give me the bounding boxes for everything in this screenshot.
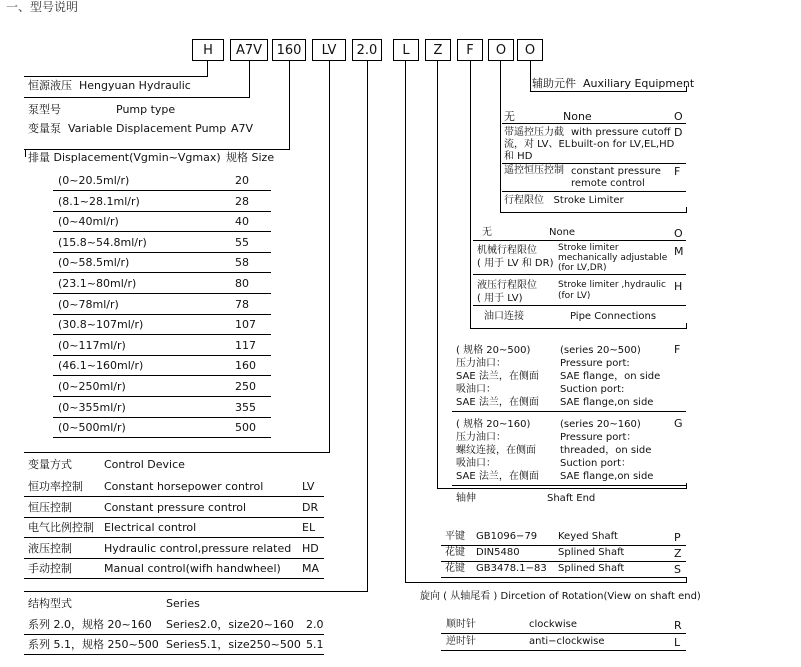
row-divider — [24, 496, 324, 497]
control-code: EL — [302, 521, 316, 534]
displacement-range: (23.1~80ml/r) — [58, 277, 137, 290]
brand-label: 恒源液压 Hengyuan Hydraulic — [28, 79, 191, 92]
displacement-size: 40 — [235, 215, 249, 229]
displacement-size: 355 — [235, 400, 256, 414]
aux-none-en: None — [563, 110, 592, 123]
aux-cutoff-en: with pressure cutoff built-on for LV,EL,HD — [571, 127, 675, 150]
rotation-cn: 逆时针 — [446, 636, 476, 647]
row-divider — [441, 650, 686, 651]
code-box-shaft: Z — [425, 39, 451, 61]
row-divider — [24, 634, 324, 635]
stroke-mech-code: M — [674, 245, 684, 258]
row-divider — [53, 396, 271, 397]
aux-remote-cn: 遥控恒压控制 — [504, 165, 564, 176]
control-cn: 液压控制 — [28, 541, 72, 555]
pipe-label-en: Pipe Connections — [570, 311, 657, 322]
control-cn: 手动控制 — [28, 562, 72, 575]
stroke-none-en: None — [549, 227, 576, 238]
control-en: Manual control(wifh handwheel) — [104, 562, 281, 575]
displacement-header: 排量 Displacement(Vgmin~Vgmax) — [28, 151, 221, 164]
displacement-range: (0~78ml/r) — [58, 297, 119, 311]
series-cn: 系列 2.0，规格 20~160 — [28, 618, 152, 631]
shaft-en: Splined Shaft — [558, 563, 625, 574]
displacement-size: 28 — [235, 194, 249, 208]
row-divider — [441, 561, 686, 562]
row-divider — [24, 517, 324, 518]
row-divider — [53, 190, 271, 191]
row-divider — [53, 437, 271, 438]
row-divider — [53, 375, 271, 376]
shaft-cn: 花键 — [445, 547, 465, 558]
control-cn: 恒压控制 — [28, 500, 72, 514]
control-en: Electrical control — [104, 521, 197, 534]
row-divider — [53, 211, 271, 212]
displacement-size: 117 — [235, 338, 256, 352]
displacement-range: (0~117ml/r) — [58, 338, 126, 352]
row-divider — [53, 272, 271, 273]
row-divider — [24, 558, 324, 559]
displacement-range: (0~500ml/r) — [58, 421, 126, 435]
control-cn: 电气比例控制 — [28, 521, 94, 534]
code-box-control: LV — [312, 39, 346, 61]
shaft-en: Splined Shaft — [558, 547, 625, 558]
variable-pump-label: 变量泵 Variable Displacement Pump — [28, 122, 227, 135]
rotation-label: 旋向 ( 从轴尾看 ) Dircetion of Rotation(View on shaft end) — [420, 591, 701, 602]
control-header-en: Control Device — [104, 458, 185, 471]
displacement-range: (0~355ml/r) — [58, 400, 126, 414]
row-divider — [441, 545, 686, 546]
rotation-code: R — [674, 619, 682, 632]
rotation-code: L — [674, 636, 681, 649]
pipe-f-code: F — [674, 343, 681, 356]
pipe-f-cn: ( 规格 20~500) 压力油口： SAE 法兰，在侧面 吸油口： SAE 法兰，在侧面 — [456, 345, 539, 408]
shaft-label-cn: 轴伸 — [456, 493, 476, 504]
aux-none-code: O — [674, 110, 683, 123]
control-cn: 恒功率控制 — [28, 480, 83, 493]
displacement-size: 160 — [235, 359, 256, 373]
code-box-h: H — [192, 39, 224, 61]
row-divider — [24, 578, 324, 579]
stroke-mech-cn: 机械行程限位 ( 用于 LV 和 DR) — [477, 245, 554, 269]
shaft-std: GB3478.1−83 — [476, 563, 547, 574]
row-divider — [53, 293, 271, 294]
displacement-range: (0~20.5ml/r) — [58, 174, 130, 187]
series-en: Series5.1，size250~500 — [166, 638, 301, 651]
displacement-size: 58 — [235, 256, 249, 270]
shaft-cn: 花键 — [445, 563, 465, 574]
pipe-f-en: (series 20~500) Pressure port: SAE flange，on side Suction port: SAE flange,on side — [560, 345, 661, 408]
row-divider — [441, 633, 686, 634]
stroke-limiter-label: 行程限位 Stroke Limiter — [504, 195, 624, 206]
displacement-range: (0~58.5ml/r) — [58, 256, 130, 270]
control-code: MA — [302, 562, 320, 575]
rotation-cn: 顺时针 — [446, 619, 476, 630]
row-divider — [53, 417, 271, 418]
control-header-cn: 变量方式 — [28, 458, 72, 471]
series-header-cn: 结构型式 — [28, 597, 72, 610]
row-divider — [53, 252, 271, 253]
row-divider — [441, 577, 686, 578]
code-box-stroke: O — [488, 39, 514, 61]
shaft-std: DIN5480 — [476, 547, 520, 558]
shaft-code: Z — [674, 547, 682, 560]
shaft-std: GB1096−79 — [476, 531, 538, 542]
row-divider — [53, 334, 271, 335]
displacement-size: 80 — [235, 277, 249, 290]
control-code: HD — [302, 541, 319, 555]
displacement-range: (46.1~160ml/r) — [58, 359, 144, 373]
displacement-size: 78 — [235, 297, 249, 311]
displacement-size: 500 — [235, 421, 256, 435]
rotation-en: anti−clockwise — [529, 636, 605, 647]
stroke-mech-en: Stroke limiter mechanically adjustable (for LV,DR) — [558, 243, 668, 273]
code-box-rotation: L — [393, 39, 419, 61]
series-header-en: Series — [166, 597, 200, 610]
shaft-code: P — [674, 531, 681, 544]
row-divider — [53, 355, 271, 356]
displacement-size: 250 — [235, 380, 256, 393]
control-en: Constant horsepower control — [104, 480, 264, 493]
pipe-g-cn: ( 规格 20~160) 压力油口： 螺纹连接，在侧面 吸油口： SAE 法兰，在侧面 — [456, 419, 539, 482]
aux-remote-code: F — [674, 165, 681, 178]
size-header: 规格 Size — [226, 151, 275, 164]
shaft-cn: 平键 — [445, 531, 465, 542]
series-code: 5.1 — [306, 638, 324, 651]
series-cn: 系列 5.1，规格 250~500 — [28, 638, 159, 651]
shaft-code: S — [674, 563, 681, 576]
displacement-range: (0~40ml/r) — [58, 215, 119, 229]
displacement-size: 20 — [235, 174, 249, 187]
pipe-g-en: (series 20~160) Pressure port： threaded，on side Suction port： SAE flange,on side — [560, 419, 654, 482]
shaft-en: Keyed Shaft — [558, 531, 618, 542]
pump-type-cn: 泵型号 — [28, 103, 61, 116]
aux-remote-en: constant pressure remote control — [571, 166, 661, 189]
row-divider — [24, 537, 324, 538]
control-en: Hydraulic control,pressure related — [104, 541, 292, 555]
series-code: 2.0 — [306, 618, 324, 631]
displacement-range: (0~250ml/r) — [58, 380, 126, 393]
variable-pump-code: A7V — [231, 122, 254, 135]
control-code: DR — [302, 500, 319, 514]
rotation-en: clockwise — [529, 619, 578, 630]
displacement-range: (8.1~28.1ml/r) — [58, 194, 140, 208]
code-box-size: 160 — [272, 39, 306, 61]
control-code: LV — [302, 480, 315, 493]
control-en: Constant pressure control — [104, 500, 247, 514]
pump-type-en: Pump type — [116, 103, 176, 116]
row-divider — [53, 231, 271, 232]
aux-cutoff-cn: 带遥控压力截 流，对 LV、EL 和 HD — [504, 127, 571, 162]
aux-none-cn: 无 — [504, 110, 515, 123]
code-box-series: 2.0 — [352, 39, 382, 61]
section-heading: 一、型号说明 — [6, 0, 79, 14]
code-box-aux: O — [517, 39, 543, 61]
aux-label: 辅助元件 Auxiliary Equipment — [532, 77, 695, 90]
code-box-a7v: A7V — [230, 39, 268, 61]
displacement-size: 107 — [235, 318, 256, 332]
stroke-hyd-en: Stroke limiter ,hydraulic (for LV) — [558, 280, 666, 301]
displacement-size: 55 — [235, 235, 249, 249]
aux-cutoff-code: D — [674, 126, 683, 139]
shaft-label-en: Shaft End — [547, 493, 596, 504]
stroke-none-code: O — [674, 227, 683, 240]
displacement-range: (30.8~107ml/r) — [58, 318, 144, 332]
row-divider — [24, 654, 324, 655]
displacement-range: (15.8~54.8ml/r) — [58, 235, 147, 249]
pipe-label-cn: 油口连接 — [484, 311, 524, 322]
stroke-hyd-code: H — [674, 280, 683, 293]
stroke-hyd-cn: 液压行程限位 ( 用于 LV) — [477, 280, 537, 304]
code-box-pipe: F — [457, 39, 483, 61]
row-divider — [53, 314, 271, 315]
series-en: Series2.0，size20~160 — [166, 618, 294, 631]
stroke-none-cn: 无 — [482, 227, 492, 238]
pipe-g-code: G — [674, 417, 683, 430]
